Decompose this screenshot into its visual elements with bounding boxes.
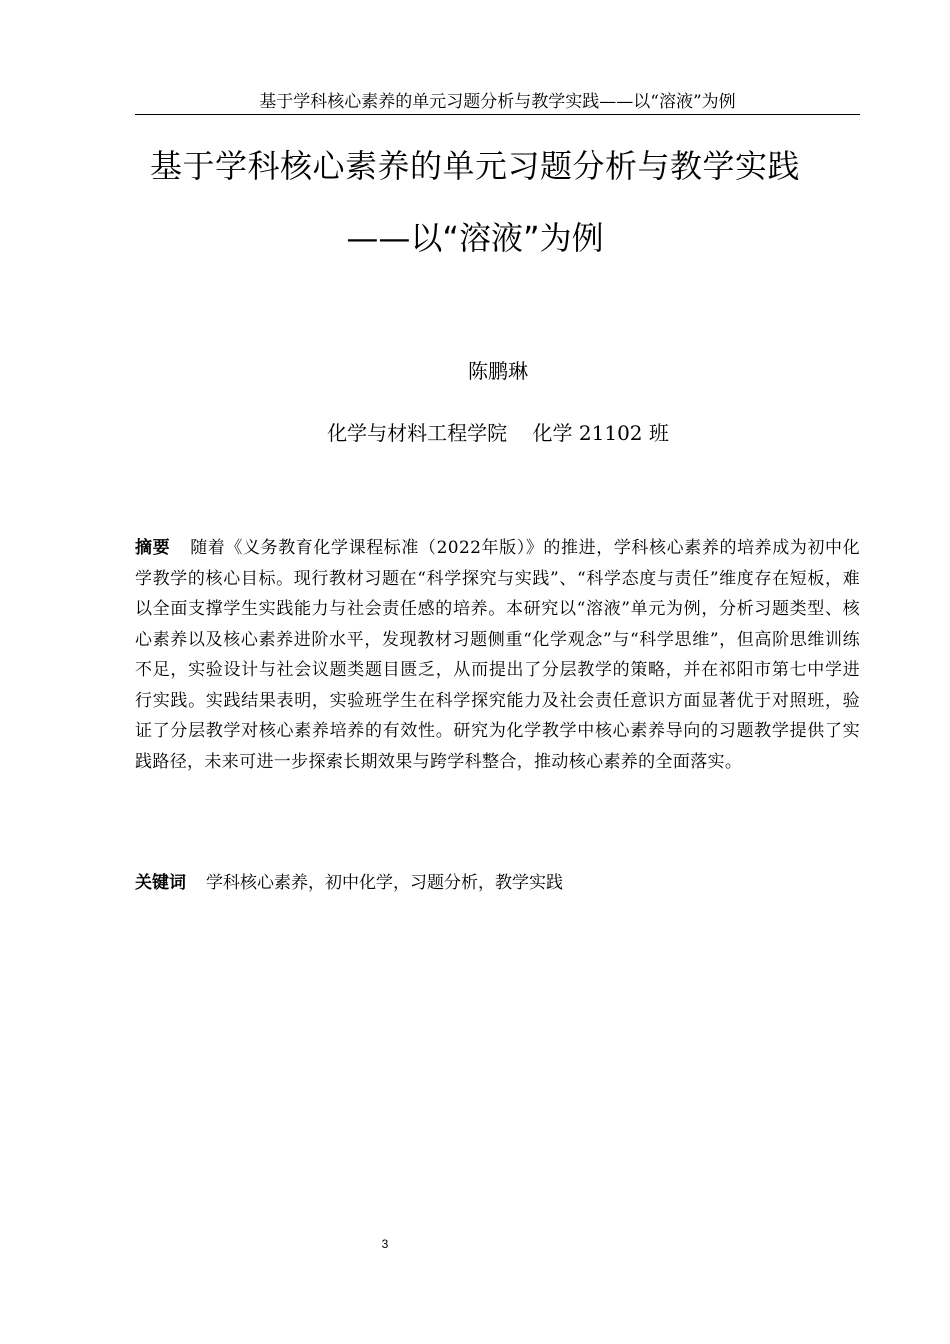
author-affiliation: 化学与材料工程学院 化学 21102 班 xyxy=(327,421,669,445)
abstract-section xyxy=(135,533,860,777)
keywords-section xyxy=(135,868,860,898)
author-name: 陈鹏琳 xyxy=(468,359,528,383)
paper-title-line-1: 基于学科核心素养的单元习题分析与教学实践 xyxy=(149,147,800,185)
keywords-label: 关键词 xyxy=(135,873,186,893)
abstract-text: 随着《义务教育化学课程标准（2022年版）》的推进，学科核心素养的培养成为初中化学教学的核心目标。现行教材习题在“科学探究与实践”、“科学态度与责任”维度存在短板，难以全面支撑学生实践能力与社会责任感的培养。本研究以“溶液”单元为例，分析习题类型、核心素养以及核心素养进阶水平，发现教材习题侧重“化学观念”与“科学思维”，但高阶思维训练不足，实验设计与社会议题类题目匮乏，从而提出了分层教学的策略，并在祁阳市第七中学进行实践。实践结果表明，实验班学生在科学探究能力及社会责任意识方面显著优于对照班，验证了分层教学对核心素养培养的有效性。研究为化学教学中核心素养导向的习题教学提供了实践路径，未来可进一步探索长期效果与跨学科整合，推动核心素养的全面落实。 xyxy=(135,538,860,772)
keywords-text: 学科核心素养，初中化学，习题分析，教学实践 xyxy=(206,873,563,893)
paper-title-line-2: ——以“溶液”为例 xyxy=(346,219,604,257)
abstract-label: 摘要 xyxy=(135,538,171,558)
running-header: 基于学科核心素养的单元习题分析与教学实践——以“溶液”为例 xyxy=(135,91,860,115)
page-number: 3 xyxy=(381,1237,389,1251)
